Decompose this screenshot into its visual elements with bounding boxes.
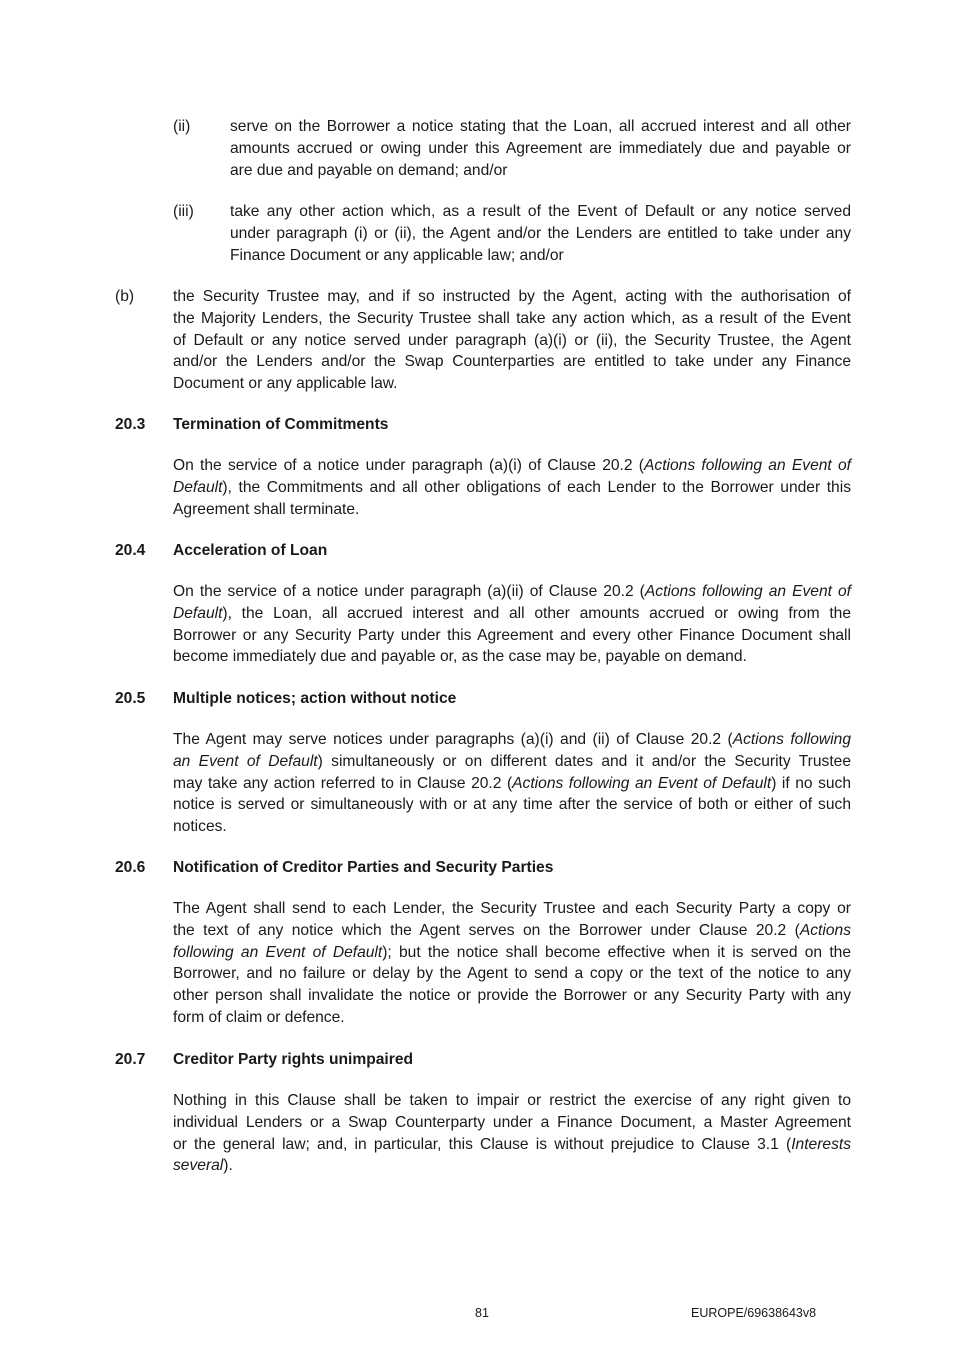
section-20-7-number: 20.7 [115,1051,146,1068]
italic-reference: Actions following an Event of Default [512,774,772,792]
text-line: are due and payable on demand; and/or [230,161,508,179]
italic-reference: Default [173,604,223,622]
text-line: take any other action which, as a result of the Event of Default or any notice served [230,203,851,220]
text-line: under paragraph (i) or (ii), the Agent and/or the Lenders are entitled to take under any [230,224,851,242]
text-line [173,1155,851,1177]
section-20-6-number: 20.6 [115,859,146,876]
text-run: ). [223,1157,233,1175]
text-line: Document or any applicable law. [173,375,398,393]
text-line [173,751,851,773]
italic-reference: Actions following an Event of [644,457,851,474]
text-line: Nothing in this Clause shall be taken to impair or restrict the exercise of any right given to [173,1092,851,1109]
italic-reference: Default [173,478,223,496]
text-run: On the service of a notice under paragraph (a)(i) of Clause 20.2 ( [173,457,644,474]
text-line: the Security Trustee may, and if so instructed by the Agent, acting with the authorisation of [173,288,851,305]
text-line: the Majority Lenders, the Security Trustee shall take any action which, as a result of the Event [173,309,851,327]
text-line [173,477,851,499]
text-line: become immediately due and payable or, as the case may be, payable on demand. [173,648,747,666]
text-run: ), the Loan, all accrued interest and all other amounts accrued or owing from the [222,604,851,622]
section-20-6-heading: Notification of Creditor Parties and Security Parties [173,859,554,876]
paragraph-b-text [173,286,851,395]
text-run: ); but the notice shall become effective when it is served on the [382,943,851,961]
italic-reference: following an Event of Default [173,943,383,961]
text-line: The Agent shall send to each Lender, the Security Trustee and each Security Party a copy or [173,900,851,917]
text-line: Borrower, and no failure or delay by the Agent to send a copy or the text of the notice to any [173,965,851,983]
text-line: individual Lenders or a Swap Counterparty under a Finance Document, a Master Agreement [173,1113,851,1131]
paragraph-b-label: (b) [115,288,135,305]
italic-reference: Interests [791,1135,851,1153]
section-20-5-body [173,729,851,838]
sub-paragraph-iii-text [230,201,851,266]
text-run: the text of any notice which the Agent serves on the Borrower under Clause 20.2 ( [173,921,800,939]
italic-reference: an Event of Default [173,752,318,770]
italic-reference: Actions [799,921,851,939]
text-line [173,455,851,477]
text-line: Agreement shall terminate. [173,500,360,518]
text-line: Borrower or any Security Party under this Agreement and every other Finance Document shall [173,626,851,644]
section-20-7-body [173,1090,851,1177]
text-line: notices. [173,818,227,836]
sub-paragraph-ii-label: (ii) [173,118,191,135]
text-line [173,773,851,795]
section-20-4-body [173,581,851,668]
text-run: On the service of a notice under paragraph (a)(ii) of Clause 20.2 ( [173,583,645,600]
text-run: ) if no such [771,774,852,792]
section-20-4-heading: Acceleration of Loan [173,542,328,559]
sub-paragraph-iii-label: (iii) [173,203,194,220]
text-line [173,581,851,603]
page-number: 81 [475,1306,489,1320]
text-line [173,920,851,942]
document-reference: EUROPE/69638643v8 [691,1306,817,1320]
text-run: ) simultaneously or on different dates and it and/or the Security Trustee [317,752,852,770]
italic-reference: Actions following an Event of [644,583,852,600]
text-run: or the general law; and, in particular, this Clause is without prejudice to Clause 3.1 ( [173,1135,792,1153]
text-line: and/or the Lenders and/or the Swap Counterparties are entitled to take under any Finance [173,353,851,371]
text-line [173,1134,851,1156]
text-line [173,942,851,964]
section-20-4-number: 20.4 [115,542,146,559]
text-line: of Default or any notice served under paragraph (a)(i) or (ii), the Security Trustee, the Agent [173,331,851,349]
text-line: notice is served or simultaneously with or at any time after the service of both or either of such [173,796,851,814]
section-20-7-heading: Creditor Party rights unimpaired [173,1051,414,1068]
italic-reference: several [173,1157,224,1175]
section-20-3-heading: Termination of Commitments [173,416,389,433]
section-20-3-number: 20.3 [115,416,146,433]
text-run: may take any action referred to in Clause 20.2 ( [173,774,513,792]
section-20-5-number: 20.5 [115,690,146,707]
text-run: ), the Commitments and all other obligations of each Lender to the Borrower under this [222,478,851,496]
text-line: other person shall invalidate the notice or provide the Borrower or any Security Party with any [173,987,851,1005]
text-line: Finance Document or any applicable law; and/or [230,246,564,264]
sub-paragraph-ii-text [230,116,851,181]
italic-reference: Actions following [732,731,851,748]
section-20-3-body [173,455,851,520]
section-20-6-body [173,898,851,1029]
text-run: The Agent may serve notices under paragraphs (a)(i) and (ii) of Clause 20.2 ( [173,731,733,748]
text-line: amounts accrued or owing under this Agreement are immediately due and payable or [230,139,851,157]
text-line [173,603,851,625]
text-line: form of claim or defence. [173,1008,345,1026]
text-line [173,729,851,751]
section-20-5-heading: Multiple notices; action without notice [173,690,457,707]
text-line: serve on the Borrower a notice stating that the Loan, all accrued interest and all other [230,118,851,135]
